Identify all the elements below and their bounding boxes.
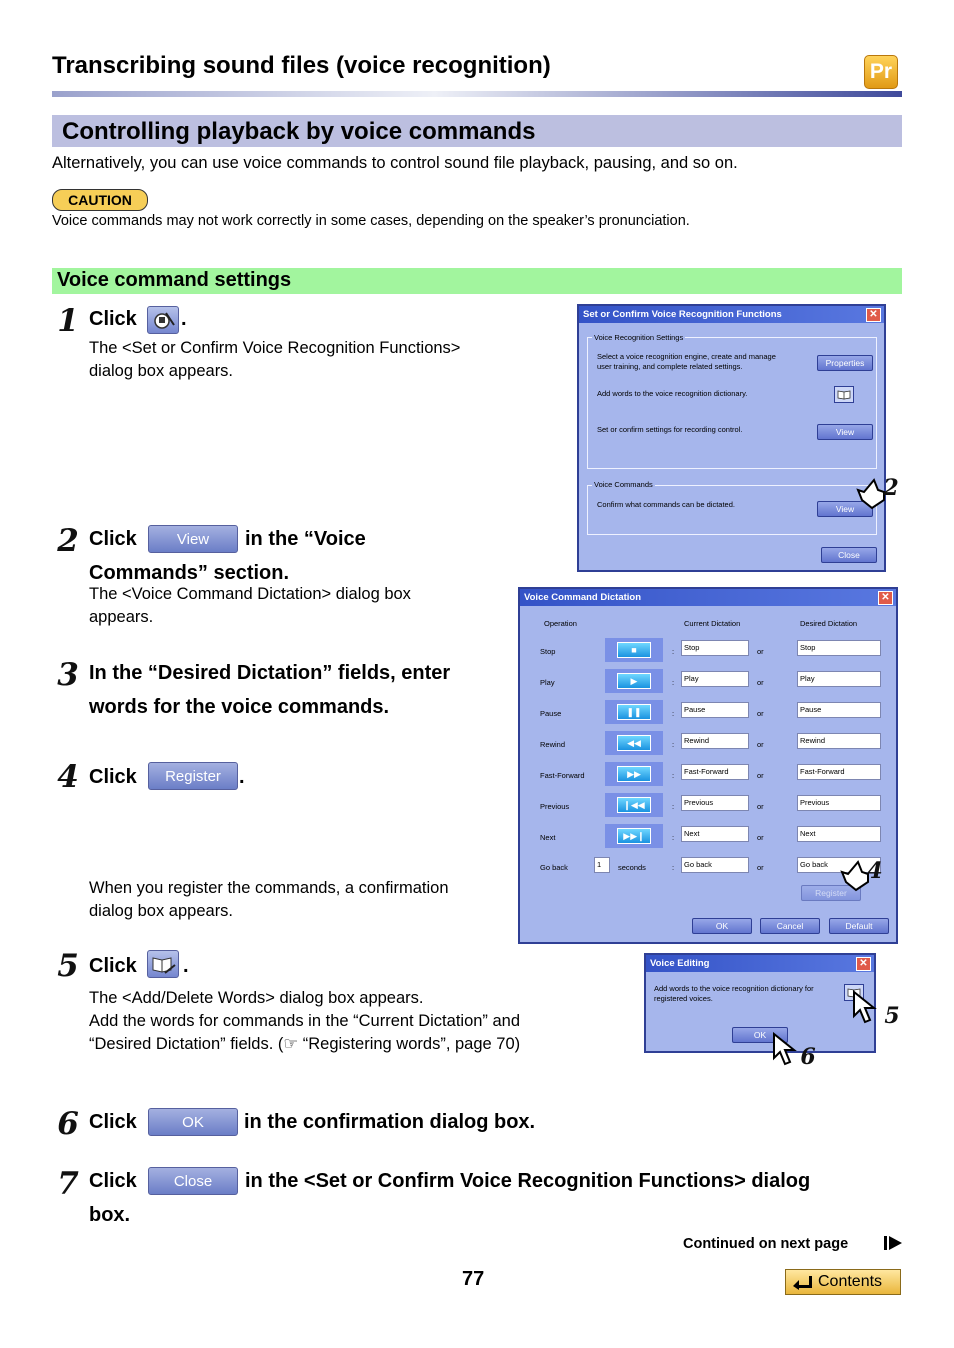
go-back-seconds-input[interactable]: 1	[594, 857, 610, 873]
separator-colon: :	[672, 740, 675, 749]
app-badge-icon: Pr	[864, 55, 898, 89]
section-intro: Alternatively, you can use voice commands to control sound file playback, pausing, and so on.	[52, 154, 738, 172]
step-text: in the “Voice	[245, 528, 366, 550]
row-text: Confirm what commands can be dictated.	[597, 500, 735, 509]
separator-colon: :	[672, 802, 675, 811]
group-label: Voice Commands	[594, 480, 653, 489]
view-button[interactable]: View	[148, 525, 238, 553]
desired-dictation-field[interactable]: Rewind	[797, 733, 881, 749]
or-label: or	[757, 802, 764, 811]
step-number: 2	[57, 523, 79, 559]
seconds-label: seconds	[618, 863, 646, 872]
desired-dictation-field[interactable]: Go back	[797, 857, 881, 873]
callout-number: 5	[884, 1003, 900, 1029]
group-label: Voice Recognition Settings	[594, 333, 684, 342]
step-text: Click	[89, 528, 137, 550]
or-label: or	[757, 647, 764, 656]
close-button[interactable]: Close	[821, 547, 877, 563]
ok-button[interactable]: OK	[148, 1108, 238, 1136]
step-number: 4	[57, 759, 79, 795]
operation-label: Rewind	[540, 740, 566, 749]
step-desc: When you register the commands, a confirmation	[89, 879, 449, 897]
or-label: or	[757, 709, 764, 718]
dialog-title: Voice Editing	[646, 955, 874, 972]
desired-dictation-field[interactable]: Pause	[797, 702, 881, 718]
go-back-label: Go back	[540, 863, 568, 872]
step-desc: dialog box appears.	[89, 362, 234, 380]
step-desc: appears.	[89, 608, 154, 626]
playback-icon: ◀◀	[617, 735, 651, 751]
title-rule	[52, 91, 902, 97]
dialog-title: Set or Confirm Voice Recognition Functions	[579, 306, 884, 323]
current-dictation-field[interactable]: Rewind	[681, 733, 749, 749]
operation-control[interactable]	[605, 669, 663, 693]
page-title: Transcribing sound files (voice recognition)	[52, 52, 551, 79]
step-text: .	[181, 308, 187, 330]
operation-control[interactable]	[605, 731, 663, 755]
ok-button[interactable]: OK	[692, 918, 752, 934]
step-desc: “Desired Dictation” fields. (☞ “Registering words”, page 70)	[89, 1035, 521, 1053]
current-dictation-field[interactable]: Previous	[681, 795, 749, 811]
section-title: Controlling playback by voice commands	[62, 118, 536, 145]
playback-icon: ▶▶❙	[617, 828, 651, 844]
step-desc: The <Set or Confirm Voice Recognition Functions>	[89, 339, 461, 357]
step-text: in the confirmation dialog box.	[244, 1111, 536, 1133]
or-label: or	[757, 863, 764, 872]
cancel-button[interactable]: Cancel	[760, 918, 820, 934]
operation-control[interactable]	[605, 762, 663, 786]
separator-colon: :	[672, 678, 675, 687]
ok-button[interactable]: OK	[732, 1027, 788, 1043]
operation-label: Pause	[540, 709, 562, 718]
subsection-title: Voice command settings	[57, 269, 292, 291]
step-text: Click	[89, 955, 137, 977]
register-button[interactable]: Register	[148, 762, 238, 790]
current-dictation-field[interactable]: Pause	[681, 702, 749, 718]
operation-label: Stop	[540, 647, 556, 656]
operation-label: Previous	[540, 802, 570, 811]
row-text: Select a voice recognition engine, create and manage	[597, 352, 776, 361]
dialog-title: Voice Command Dictation	[520, 589, 896, 606]
set-confirm-dialog	[577, 304, 886, 572]
add-words-book-icon[interactable]	[147, 950, 179, 978]
step-text: Click	[89, 1170, 137, 1192]
page-number: 77	[462, 1268, 485, 1290]
current-dictation-field[interactable]: Fast-Forward	[681, 764, 749, 780]
step-desc: The <Voice Command Dictation> dialog box	[89, 585, 411, 603]
dialog-text: registered voices.	[654, 994, 713, 1003]
column-header: Operation	[544, 619, 577, 628]
close-button[interactable]: Close	[148, 1167, 238, 1195]
book-icon[interactable]	[834, 386, 854, 403]
step-number: 6	[57, 1106, 79, 1142]
or-label: or	[757, 740, 764, 749]
separator-colon: :	[672, 709, 675, 718]
step-text: .	[239, 766, 245, 788]
continued-label: Continued on next page	[683, 1236, 849, 1252]
current-dictation-field[interactable]: Go back	[681, 857, 749, 873]
playback-icon: ❚❚	[617, 704, 651, 720]
current-dictation-field[interactable]: Next	[681, 826, 749, 842]
operation-control[interactable]	[605, 824, 663, 848]
voice-command-dictation-dialog: Voice Command Dictation ✕ Operation Current Dictation Desired Dictation Stop ■ : Stop or Stop Play ▶ : Play or Play Pause ❚❚ : Pause or Pause Rewind ◀◀ : Rewind or Rewind Fast-Forward ▶▶ : Fast-Forward or Fast-Forward Previous ❙◀◀ : Previous or Previous Next ▶▶❙ : Next or Next Go back 1 seconds : Go back or Go back Register OK Cancel Default	[518, 587, 898, 944]
or-label: or	[757, 771, 764, 780]
caution-badge: CAUTION	[52, 189, 148, 211]
operation-label: Play	[540, 678, 555, 687]
voice-settings-icon[interactable]	[147, 306, 179, 334]
step-text: In the “Desired Dictation” fields, enter	[89, 662, 451, 684]
operation-control[interactable]	[605, 700, 663, 724]
step-text: Click	[89, 1111, 137, 1133]
step-text: Click	[89, 308, 137, 330]
callout-number: 4	[867, 858, 883, 884]
desired-dictation-field[interactable]: Play	[797, 671, 881, 687]
step-desc: Add the words for commands in the “Current Dictation” and	[89, 1012, 521, 1030]
dialog-text: Add words to the voice recognition dictionary for	[654, 984, 814, 993]
separator-colon: :	[672, 771, 675, 780]
callout-number: 6	[800, 1044, 816, 1070]
contents-label: Contents	[818, 1273, 883, 1290]
properties-button[interactable]: Properties	[817, 355, 873, 371]
column-header: Desired Dictation	[800, 619, 858, 628]
step-text: box.	[89, 1204, 131, 1226]
playback-icon: ❙◀◀	[617, 797, 651, 813]
caution-text: Voice commands may not work correctly in some cases, depending on the speaker’s pronunciation.	[52, 213, 690, 229]
operation-control[interactable]	[605, 793, 663, 817]
callout-number: 2	[883, 475, 899, 501]
current-dictation-field[interactable]: Stop	[681, 640, 749, 656]
step-number: 1	[57, 303, 79, 339]
operation-control[interactable]	[605, 638, 663, 662]
playback-icon: ▶▶	[617, 766, 651, 782]
return-arrow-icon	[792, 1275, 814, 1290]
default-button[interactable]: Default	[829, 918, 889, 934]
register-button[interactable]: Register	[801, 885, 861, 901]
step-desc: The <Add/Delete Words> dialog box appears.	[89, 989, 424, 1007]
voice-editing-dialog	[644, 953, 876, 1053]
or-label: or	[757, 678, 764, 687]
row-text: Set or confirm settings for recording control.	[597, 425, 743, 434]
current-dictation-field[interactable]: Play	[681, 671, 749, 687]
playback-icon: ■	[617, 642, 651, 658]
or-label: or	[757, 833, 764, 842]
step-text: Commands” section.	[89, 562, 290, 584]
step-desc: dialog box appears.	[89, 902, 234, 920]
operation-label: Next	[540, 833, 556, 842]
desired-dictation-field[interactable]: Fast-Forward	[797, 764, 881, 780]
step-number: 5	[57, 948, 79, 984]
row-text: Add words to the voice recognition dictionary.	[597, 389, 748, 398]
playback-icon: ▶	[617, 673, 651, 689]
close-icon[interactable]: ✕	[878, 591, 893, 605]
column-header: Current Dictation	[684, 619, 741, 628]
desired-dictation-field[interactable]: Next	[797, 826, 881, 842]
step-text: in the <Set or Confirm Voice Recognition Functions> dialog	[245, 1170, 811, 1192]
row-text: user training, and complete related settings.	[597, 362, 743, 371]
desired-dictation-field[interactable]: Previous	[797, 795, 881, 811]
contents-button[interactable]	[785, 1269, 901, 1295]
step-text: .	[183, 955, 189, 977]
view-button[interactable]: View	[817, 501, 873, 517]
close-icon[interactable]: ✕	[856, 957, 871, 971]
desired-dictation-field[interactable]: Stop	[797, 640, 881, 656]
step-text: Click	[89, 766, 137, 788]
view-button[interactable]: View	[817, 424, 873, 440]
step-text: words for the voice commands.	[89, 696, 390, 718]
close-icon[interactable]: ✕	[866, 308, 881, 322]
step-number: 7	[57, 1166, 79, 1202]
next-page-arrow-icon[interactable]	[883, 1234, 903, 1252]
operation-label: Fast-Forward	[540, 771, 585, 780]
separator-colon: :	[672, 833, 675, 842]
step-number: 3	[57, 657, 79, 693]
separator-colon: :	[672, 647, 675, 656]
